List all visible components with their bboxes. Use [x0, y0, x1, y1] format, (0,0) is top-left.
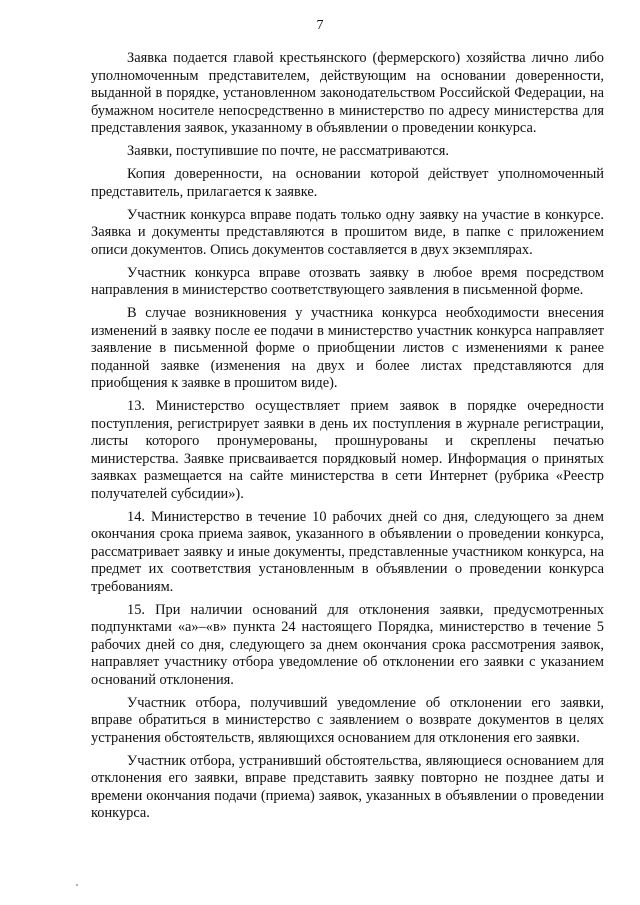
- paragraph-item-13: 13. Министерство осуществляет прием заявок в порядке очередности поступления, регистрирует заявки в день их поступления в журнале регистрации, листы которого пронумерованы, прошнурованы и скреплены печатью министерства. Заявке присваивается порядковый номер. Информация о принятых заявках размещается на сайте министерства в сети Интернет (рубрика «Реестр получателей субсидии»).: [91, 398, 604, 502]
- scan-speck: [76, 884, 78, 886]
- paragraph-single-application: Участник конкурса вправе подать только одну заявку на участие в конкурсе. Заявка и документы представляются в прошитом виде, в папке с приложением описи документов. Опись документов составляется в двух экземплярах.: [91, 206, 604, 258]
- paragraph-item-15: 15. При наличии оснований для отклонения заявки, предусмотренных подпунктами «а»–«в» пункта 24 настоящего Порядка, министерство в течение 5 рабочих дней со дня, следующего за днем окончания срока рассмотрения заявок, направляет участнику отбора уведомление об отклонении его заявки с указанием оснований отклонения.: [91, 601, 604, 688]
- paragraph-document-return: Участник отбора, получивший уведомление об отклонении его заявки, вправе обратиться в министерство с заявлением о возврате документов в целях устранения обстоятельств, являющихся основанием для отклонения его заявки.: [91, 694, 604, 746]
- paragraph-item-14: 14. Министерство в течение 10 рабочих дней со дня, следующего за днем окончания срока приема заявок, указанного в объявлении о проведении конкурса, рассматривает заявку и иные документы, представленные участником конкурса, на предмет их соответствия установленным в объявлении о проведении конкурса требованиям.: [91, 508, 604, 595]
- paragraph-resubmission: Участник отбора, устранивший обстоятельства, являющиеся основанием для отклонения его заявки, вправе представить заявку повторно не позднее даты и времени окончания подачи (приема) заявок, указанных в объявлении о проведении конкурса.: [91, 752, 604, 821]
- paragraph-mail-not-accepted: Заявки, поступившие по почте, не рассматриваются.: [127, 143, 449, 159]
- paragraph-power-of-attorney: Копия доверенности, на основании которой действует уполномоченный представитель, прилагается к заявке.: [91, 166, 604, 200]
- page-number: 7: [316, 18, 324, 33]
- paragraph-amendments: В случае возникновения у участника конкурса необходимости внесения изменений в заявку после ее подачи в министерство участник конкурса направляет заявление в письменной форме о приобщении листов с изменениями к ранее поданной заявке (изменения на двух и более листах представляются для приобщения к заявке в прошитом виде).: [91, 305, 604, 391]
- paragraph-withdrawal: Участник конкурса вправе отозвать заявку в любое время посредством направления в министерство соответствующего заявления в письменной форме.: [91, 264, 604, 298]
- paragraph-application-submission: Заявка подается главой крестьянского (фермерского) хозяйства лично либо уполномоченным представителем, действующим на основании доверенности, выданной в порядке, установленном законодательством Российской Федерации, на бумажном носителе непосредственно в министерство по адресу министерства для представления заявок, указанному в объявлении о проведении конкурса.: [91, 50, 604, 136]
- document-body: [91, 50, 604, 828]
